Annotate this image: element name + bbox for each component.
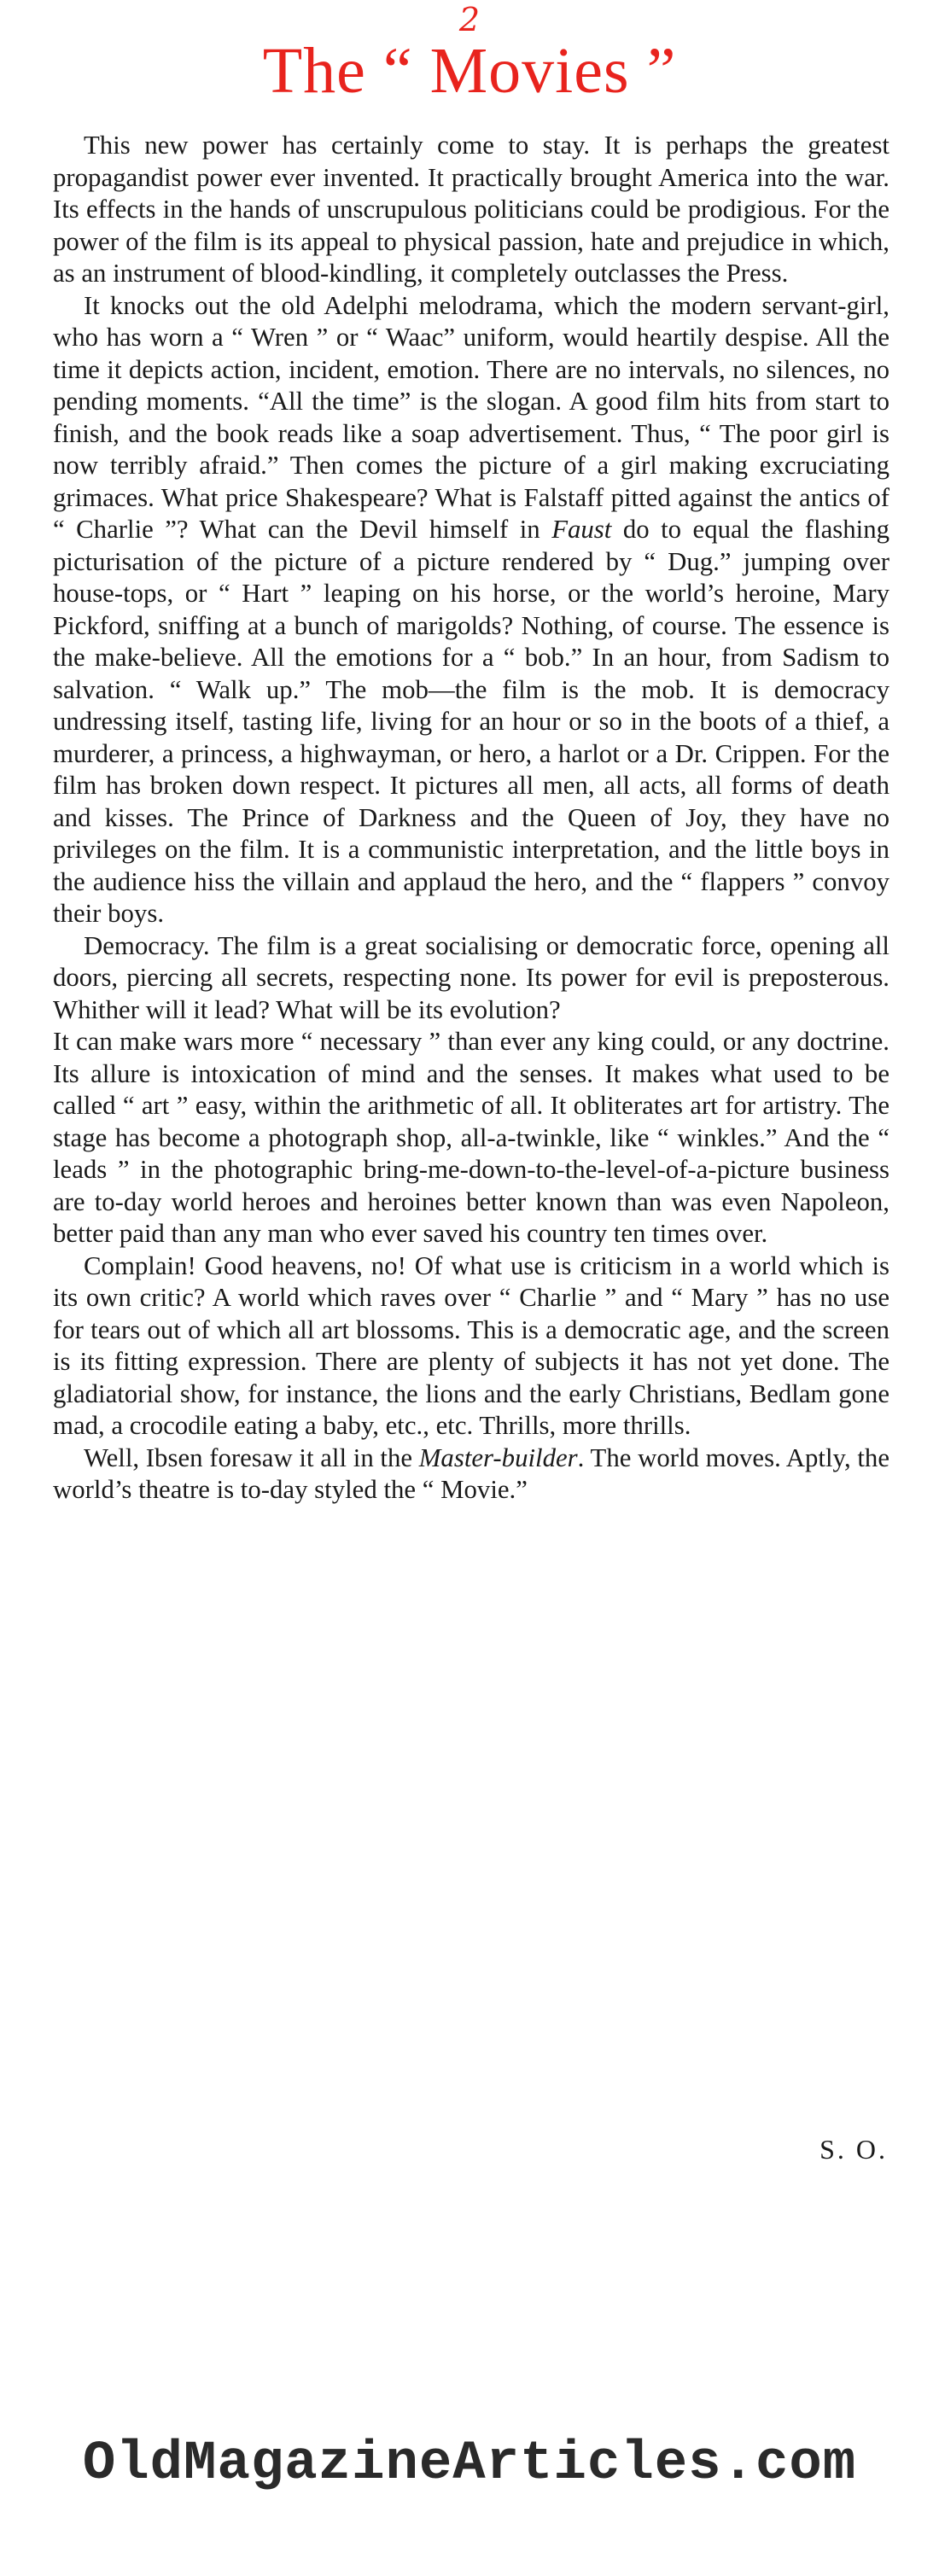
page-number: 2 <box>458 1 481 38</box>
paragraph-text: Well, Ibsen foresaw it all in the <box>84 1442 419 1472</box>
paragraph <box>53 1026 889 1250</box>
paragraph-text: It knocks out the old Adelphi melodrama, which the modern servant-girl, who has worn a “ Wren ” or “ Waac” uniform, would heartily despise. All the time it depicts action, incident, emotion. There are no intervals, no silences, no pending moments. “All the time” is the slogan. A good film hits from start to finish, and the book reads like a soap advertisement. Thus, “ The poor girl is now terribly afraid.” Then comes the picture of a girl making excruciating grimaces. What price Shakespeare? What is Falstaff pitted against the antics of “ Charlie ”? What can the Devil himself in <box>53 290 889 544</box>
italic-title-master-builder: Master-builder <box>418 1442 578 1472</box>
paragraph-text: do to equal the flashing picturisation of the picture of a picture rendered by “ Dug.” jumping over house-tops, or “ Hart ” leaping on his horse, or the world’s heroine, Mary Pickford, sniffing at a bunch of marigolds? Nothing, of course. The essence is the make-believe. All the emotions for a “ bob.” In an hour, from Sadism to salvation. “ Walk up.” The mob—the film is the mob. It is democracy undressing itself, tasting life, living for an hour or so in the boots of a thief, a murderer, a princess, a highwayman, or hero, a harlot or a Dr. Crippen. For the film has broken down respect. It pictures all men, all acts, all forms of death and kisses. The Prince of Darkness and the Queen of Joy, they have no privileges on the film. It is a communistic interpretation, and the little boys in the audience hiss the villain and applaud the hero, and the “ flappers ” convoy their boys. <box>53 515 890 928</box>
article-title: The “ Movies ” <box>262 35 677 107</box>
site-watermark: OldMagazineArticles.com <box>82 2433 857 2495</box>
paragraph-text: . The world moves. Aptly, the world’s theatre is to-day styled the “ Movie.” <box>53 1442 889 1504</box>
paragraph <box>53 930 889 1027</box>
italic-title-faust: Faust <box>551 515 612 544</box>
paragraph-text: Democracy. The film is a great socialising or democratic force, opening all doors, piercing all secrets, respecting none. Its power for evil is preposterous. Whither will it lead? What will be its evolution? <box>53 930 889 1024</box>
paragraph <box>53 130 889 290</box>
paragraph-text: Complain! Good heavens, no! Of what use is criticism in a world which is its own critic? A world which raves over “ Charlie ” and “ Mary ” has no use for tears out of which all art blossoms. This is a democratic age, and the screen is its fitting expression. There are plenty of subjects it has not yet done. The gladiatorial show, for instance, the lions and the early Christians, Bedlam gone mad, a crocodile eating a baby, etc., etc. Thrills, more thrills. <box>53 1250 889 1440</box>
paragraph-text: It can make wars more “ necessary ” than ever any king could, or any doctrine. Its allure is intoxication of mind and the senses. It makes what used to be called “ art ” easy, within the arithmetic of all. It obliterates art for artistry. The stage has become a photograph shop, all-a-twinkle, like “ winkles.” And the “ leads ” in the photographic bring-me-down-to-the-level-of-a-picture business are to-day world heroes and heroines better known than was even Napoleon, better paid than any man who ever saved his country ten times over. <box>53 1027 889 1248</box>
paragraph <box>53 1250 889 1442</box>
paragraph-text: This new power has certainly come to stay. It is perhaps the greatest propagandist power ever invented. It practically brought America into the war. Its effects in the hands of unscrupulous politicians could be prodigious. For the power of the film is its appeal to physical passion, hate and prejudice in which, as an instrument of blood-kindling, it completely outclasses the Press. <box>53 131 889 288</box>
author-signature: S. O. <box>819 2134 888 2165</box>
article-body <box>53 130 889 1507</box>
paragraph <box>53 290 889 930</box>
paragraph <box>53 1442 889 1507</box>
